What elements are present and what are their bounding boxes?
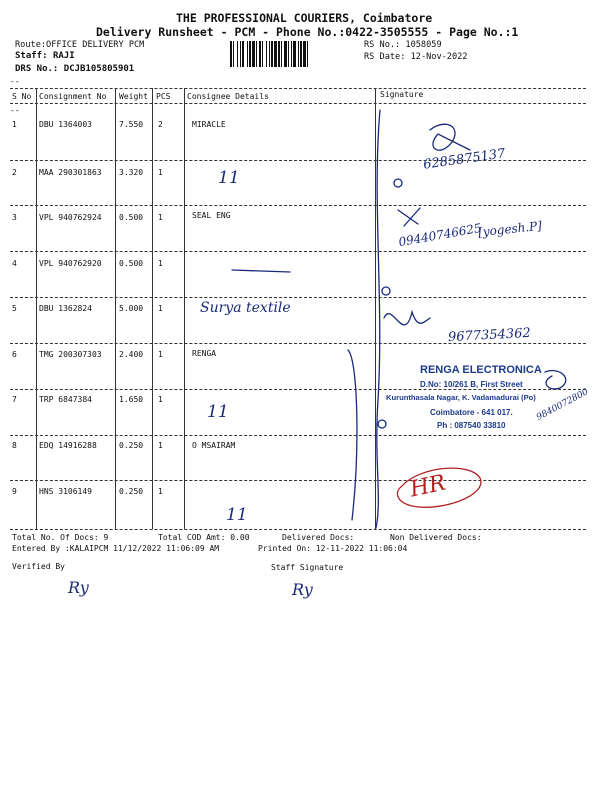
strike-line-row4 (232, 270, 290, 272)
cell-details: O MSAIRAM (192, 441, 236, 450)
cell-consignment: HNS 3106149 (39, 487, 92, 496)
cell-consignment: VPL 940762924 (39, 213, 102, 222)
signature-scribble-row5 (384, 312, 430, 325)
stamp-line: Kurunthasala Nagar, K. Vadamadurai (Po) (386, 393, 536, 402)
cell-weight: 7.550 (119, 120, 144, 129)
col-header-details: Consignee Details (187, 92, 269, 101)
cell-consignment: EDQ 14916288 (39, 441, 97, 450)
staff-label: Staff: (15, 51, 48, 61)
handwritten-name-row3: [yogesh.P] (477, 218, 543, 240)
staff-signature-mark: Ry (292, 580, 313, 599)
cell-consignment: DBU 1364003 (39, 120, 92, 129)
col-header-signature: Signature (380, 90, 424, 99)
handwritten-mark-row2: 11 (218, 168, 240, 188)
bracket-stroke (348, 350, 357, 520)
route-label: Route: (15, 40, 47, 50)
verified-by-label: Verified By (12, 562, 65, 571)
rs-date-value: 12-Nov-2022 (410, 52, 468, 62)
cell-consignment: VPL 940762920 (39, 259, 102, 268)
delivered-docs: Delivered Docs: (282, 533, 355, 542)
route-value: OFFICE DELIVERY PCM (46, 40, 145, 50)
stamp-line: RENGA ELECTRONICA (420, 364, 542, 376)
cell-weight: 1.650 (119, 395, 144, 404)
entered-by: Entered By :KALAIPCM 11/12/2022 11:06:09 AM (12, 544, 220, 553)
cell-sno: 2 (12, 168, 17, 177)
cell-consignment: TMG 200307303 (39, 350, 102, 359)
handwritten-phone-row7: 9840072800 (535, 387, 591, 423)
rs-no-value: 1058059 (405, 40, 442, 50)
dash-marker-header: -- (10, 106, 20, 115)
handwritten-phone-row3: 09440746625 (397, 220, 483, 250)
cell-weight: 0.500 (119, 259, 144, 268)
cell-consignment: DBU 1362824 (39, 304, 92, 313)
cell-weight: 2.400 (119, 350, 144, 359)
circle-mark-row4 (382, 287, 390, 295)
circle-mark-row2 (394, 179, 402, 187)
cell-sno: 5 (12, 304, 17, 313)
cell-details: RENGA (192, 349, 217, 358)
cell-pcs: 1 (158, 213, 163, 222)
verified-by-signature: Ry (68, 578, 89, 597)
cell-sno: 6 (12, 350, 17, 359)
cell-pcs: 1 (158, 487, 163, 496)
drs-value: DCJB105805901 (63, 64, 135, 74)
cell-pcs: 1 (158, 350, 163, 359)
cell-sno: 7 (12, 395, 17, 404)
cell-weight: 0.250 (119, 441, 144, 450)
col-header-sno: S No (12, 92, 32, 101)
printed-on: Printed On: 12-11-2022 11:06:04 (258, 544, 408, 553)
handwritten-phone-row2: 6285875137 (422, 146, 507, 173)
rs-date-label: RS Date: (364, 52, 406, 62)
bracket-stroke (376, 110, 380, 528)
col-header-weight: Weight (119, 92, 148, 101)
signature-scribble-row7 (545, 371, 566, 389)
cell-pcs: 1 (158, 304, 163, 313)
cell-details: SEAL ENG (192, 211, 231, 220)
cell-pcs: 1 (158, 168, 163, 177)
cell-sno: 8 (12, 441, 17, 450)
cell-weight: 0.250 (119, 487, 144, 496)
cell-weight: 0.500 (119, 213, 144, 222)
company-title: THE PROFESSIONAL COURIERS, Coimbatore (176, 11, 433, 25)
cell-sno: 4 (12, 259, 17, 268)
hr-circle (397, 468, 480, 507)
cell-consignment: TRP 6847384 (39, 395, 92, 404)
handwritten-phone-row5: 9677354362 (447, 325, 532, 346)
handwritten-initials-hr: HR (407, 470, 448, 503)
handwritten-mark-row7: 11 (207, 402, 229, 422)
cell-sno: 1 (12, 120, 17, 129)
dash-marker-top: -- (10, 77, 20, 86)
stamp-line: Ph : 087540 33810 (437, 421, 506, 430)
cell-weight: 5.000 (119, 304, 144, 313)
cell-pcs: 1 (158, 441, 163, 450)
non-delivered-docs: Non Delivered Docs: (390, 533, 482, 542)
signature-scribble-row3 (398, 208, 420, 226)
runsheet-title: Delivery Runsheet - PCM - Phone No.:0422-3505555 - Page No.:1 (96, 25, 519, 39)
cell-sno: 9 (12, 487, 17, 496)
total-docs: Total No. Of Docs: 9 (12, 533, 109, 542)
cell-pcs: 1 (158, 259, 163, 268)
cell-pcs: 2 (158, 120, 163, 129)
cell-sno: 3 (12, 213, 17, 222)
stamp-line: Coimbatore - 641 017. (430, 408, 513, 417)
total-cod: Total COD Amt: 0.00 (158, 533, 250, 542)
cell-consignment: MAA 290301863 (39, 168, 102, 177)
drs-label: DRS No.: (15, 64, 59, 74)
signature-scribble-row1 (430, 124, 470, 150)
cell-pcs: 1 (158, 395, 163, 404)
cell-details: MIRACLE (192, 120, 226, 129)
staff-signature-label: Staff Signature (271, 563, 344, 572)
staff-value: RAJI (52, 51, 75, 61)
col-header-pcs: PCS (156, 92, 171, 101)
stamp-line: D.No: 10/261 B, First Street (420, 380, 523, 389)
cell-weight: 3.320 (119, 168, 144, 177)
handwritten-name-row5: Surya textile (200, 300, 291, 316)
handwritten-mark-row9: 11 (226, 505, 248, 525)
circle-mark-row7 (378, 420, 386, 428)
rs-no-label: RS No.: (364, 40, 401, 50)
col-header-consignment: Consignment No (39, 92, 107, 101)
